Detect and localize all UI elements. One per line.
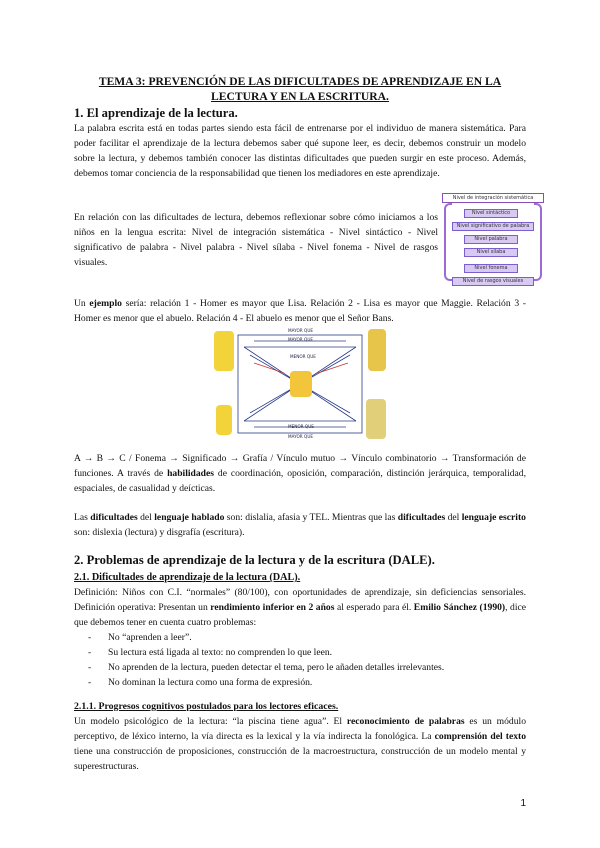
label-top-2: MAYOR QUE [288,337,314,342]
title-line-2: LECTURA Y EN LA ESCRITURA. [211,90,389,103]
level-item: Nivel sintáctico [464,209,518,218]
bold-ejemplo: ejemplo [89,298,122,309]
level-item: Nivel significativo de palabra [452,222,534,231]
problems-list [88,630,518,690]
level-item: Nivel sílaba [464,248,518,257]
maggie-figure [216,405,232,435]
grandpa-figure [368,329,386,371]
level-item: Nivel fonema [464,264,518,273]
level-item: Nivel de rasgos visuales [452,277,534,286]
paragraph-example: Un ejemplo sería: relación 1 - Homer es mayor que Lisa. Relación 2 - Lisa es mayor que Maggie. Relación 3 - Homer es menor que el abuelo. Relación 4 - El abuelo es menor que el Señor Bans. [74,298,527,324]
list-item: - No “aprenden a leer”. [88,630,518,645]
level-item: Nivel palabra [464,235,518,244]
page-number: 1 [520,798,526,809]
section-2-1-1-heading: 2.1.1. Progresos cognitivos postulados para los lectores eficaces. [74,701,339,712]
list-item: - No aprenden de la lectura, pueden detectar el tema, pero le añaden detalles irrelevantes. [88,660,518,675]
document-title [74,74,526,104]
cycle-arrow-right [534,203,542,281]
paragraph-difficulties: Las dificultades del lenguaje hablado son: dislalia, afasia y TEL. Mientras que las dificultades del lenguaje escrito son: dislexia (lectura) y disgrafía (escritura). [74,512,526,538]
label-mid: MENOR QUE [290,354,316,359]
level-top: Nivel de integración sistemática [442,193,544,203]
paragraph-levels: En relación con las dificultades de lectura, debemos reflexionar sobre cómo iniciamos a los niños en la lengua escrita: Nivel de integración sistemática - Nivel sintáctico - Nivel significativo de palabra - Nivel palabra - Nivel sílaba - Nivel fonema - Nivel de rasgos visuales. [74,212,438,268]
label-bottom: MENOR QUE [288,424,314,429]
paragraph-intro: La palabra escrita está en todas partes siendo esta fácil de entrenarse por el individuo de manera sistemática. Para poder facilitar el aprendizaje de la lectura debemos saber qué supone leer, es decir, debemos construir un modelo sobre la lectura, y debemos también conocer las distintas dificultades que pueden surgir en este proceso. Además, debemos tomar conciencia de la responsabilidad que tienen los mediadores en este aprendizaje. [74,123,526,179]
paragraph-sequence: A → B → C / Fonema → Significado → Grafía / Vínculo mutuo → Vínculo combinatorio → Transformación de funciones. A través de habilidades de coordinación, oposición, comparación, distinción jerárquica, temporalidad, espaciales, de casualidad y deícticas. [74,453,526,494]
relations-diagram [214,325,388,443]
paragraph-model: Un modelo psicológico de la lectura: “la piscina tiene agua”. El reconocimiento de palabras es un módulo perceptivo, de léxico interno, la vía directa es la lexical y la vía indirecta la fonológica. La comprensión del texto tiene una construcción de proposiciones, construcción de la macroestructura, construcción de un modelo mental y superestructuras. [74,716,527,772]
list-item: - No dominan la lectura como una forma de expresión. [88,675,518,690]
list-item: - Su lectura está ligada al texto: no comprenden lo que leen. [88,645,518,660]
homer-figure [290,371,312,397]
reading-levels-diagram [442,193,544,289]
lisa-figure [214,331,234,371]
title-line-1: TEMA 3: PREVENCIÓN DE LAS DIFICULTADES DE APRENDIZAJE EN LA [98,75,502,88]
label-bottom-2: MAYOR QUE [288,434,314,439]
paragraph-definition: Definición: Niños con C.I. “normales” (80/100), con oportunidades de aprendizaje, sin deficiencias sensoriales. Definición operativa: Presentan un rendimiento inferior en 2 años al esperado para él. Emilio Sánchez (1990), dice que debemos tener en cuenta cuatro problemas: [74,587,526,628]
bold-habilidades: habilidades [167,468,215,479]
section-2-1-heading: 2.1. Dificultades de aprendizaje de la lectura (DAL). [74,572,301,583]
cycle-arrow-left [444,203,452,281]
label-top: MAYOR QUE [288,328,314,333]
section-2-heading: 2. Problemas de aprendizaje de la lectura y de la escritura (DALE). [74,553,435,567]
section-1-heading: 1. El aprendizaje de la lectura. [74,106,238,120]
mr-burns-figure [366,399,386,439]
